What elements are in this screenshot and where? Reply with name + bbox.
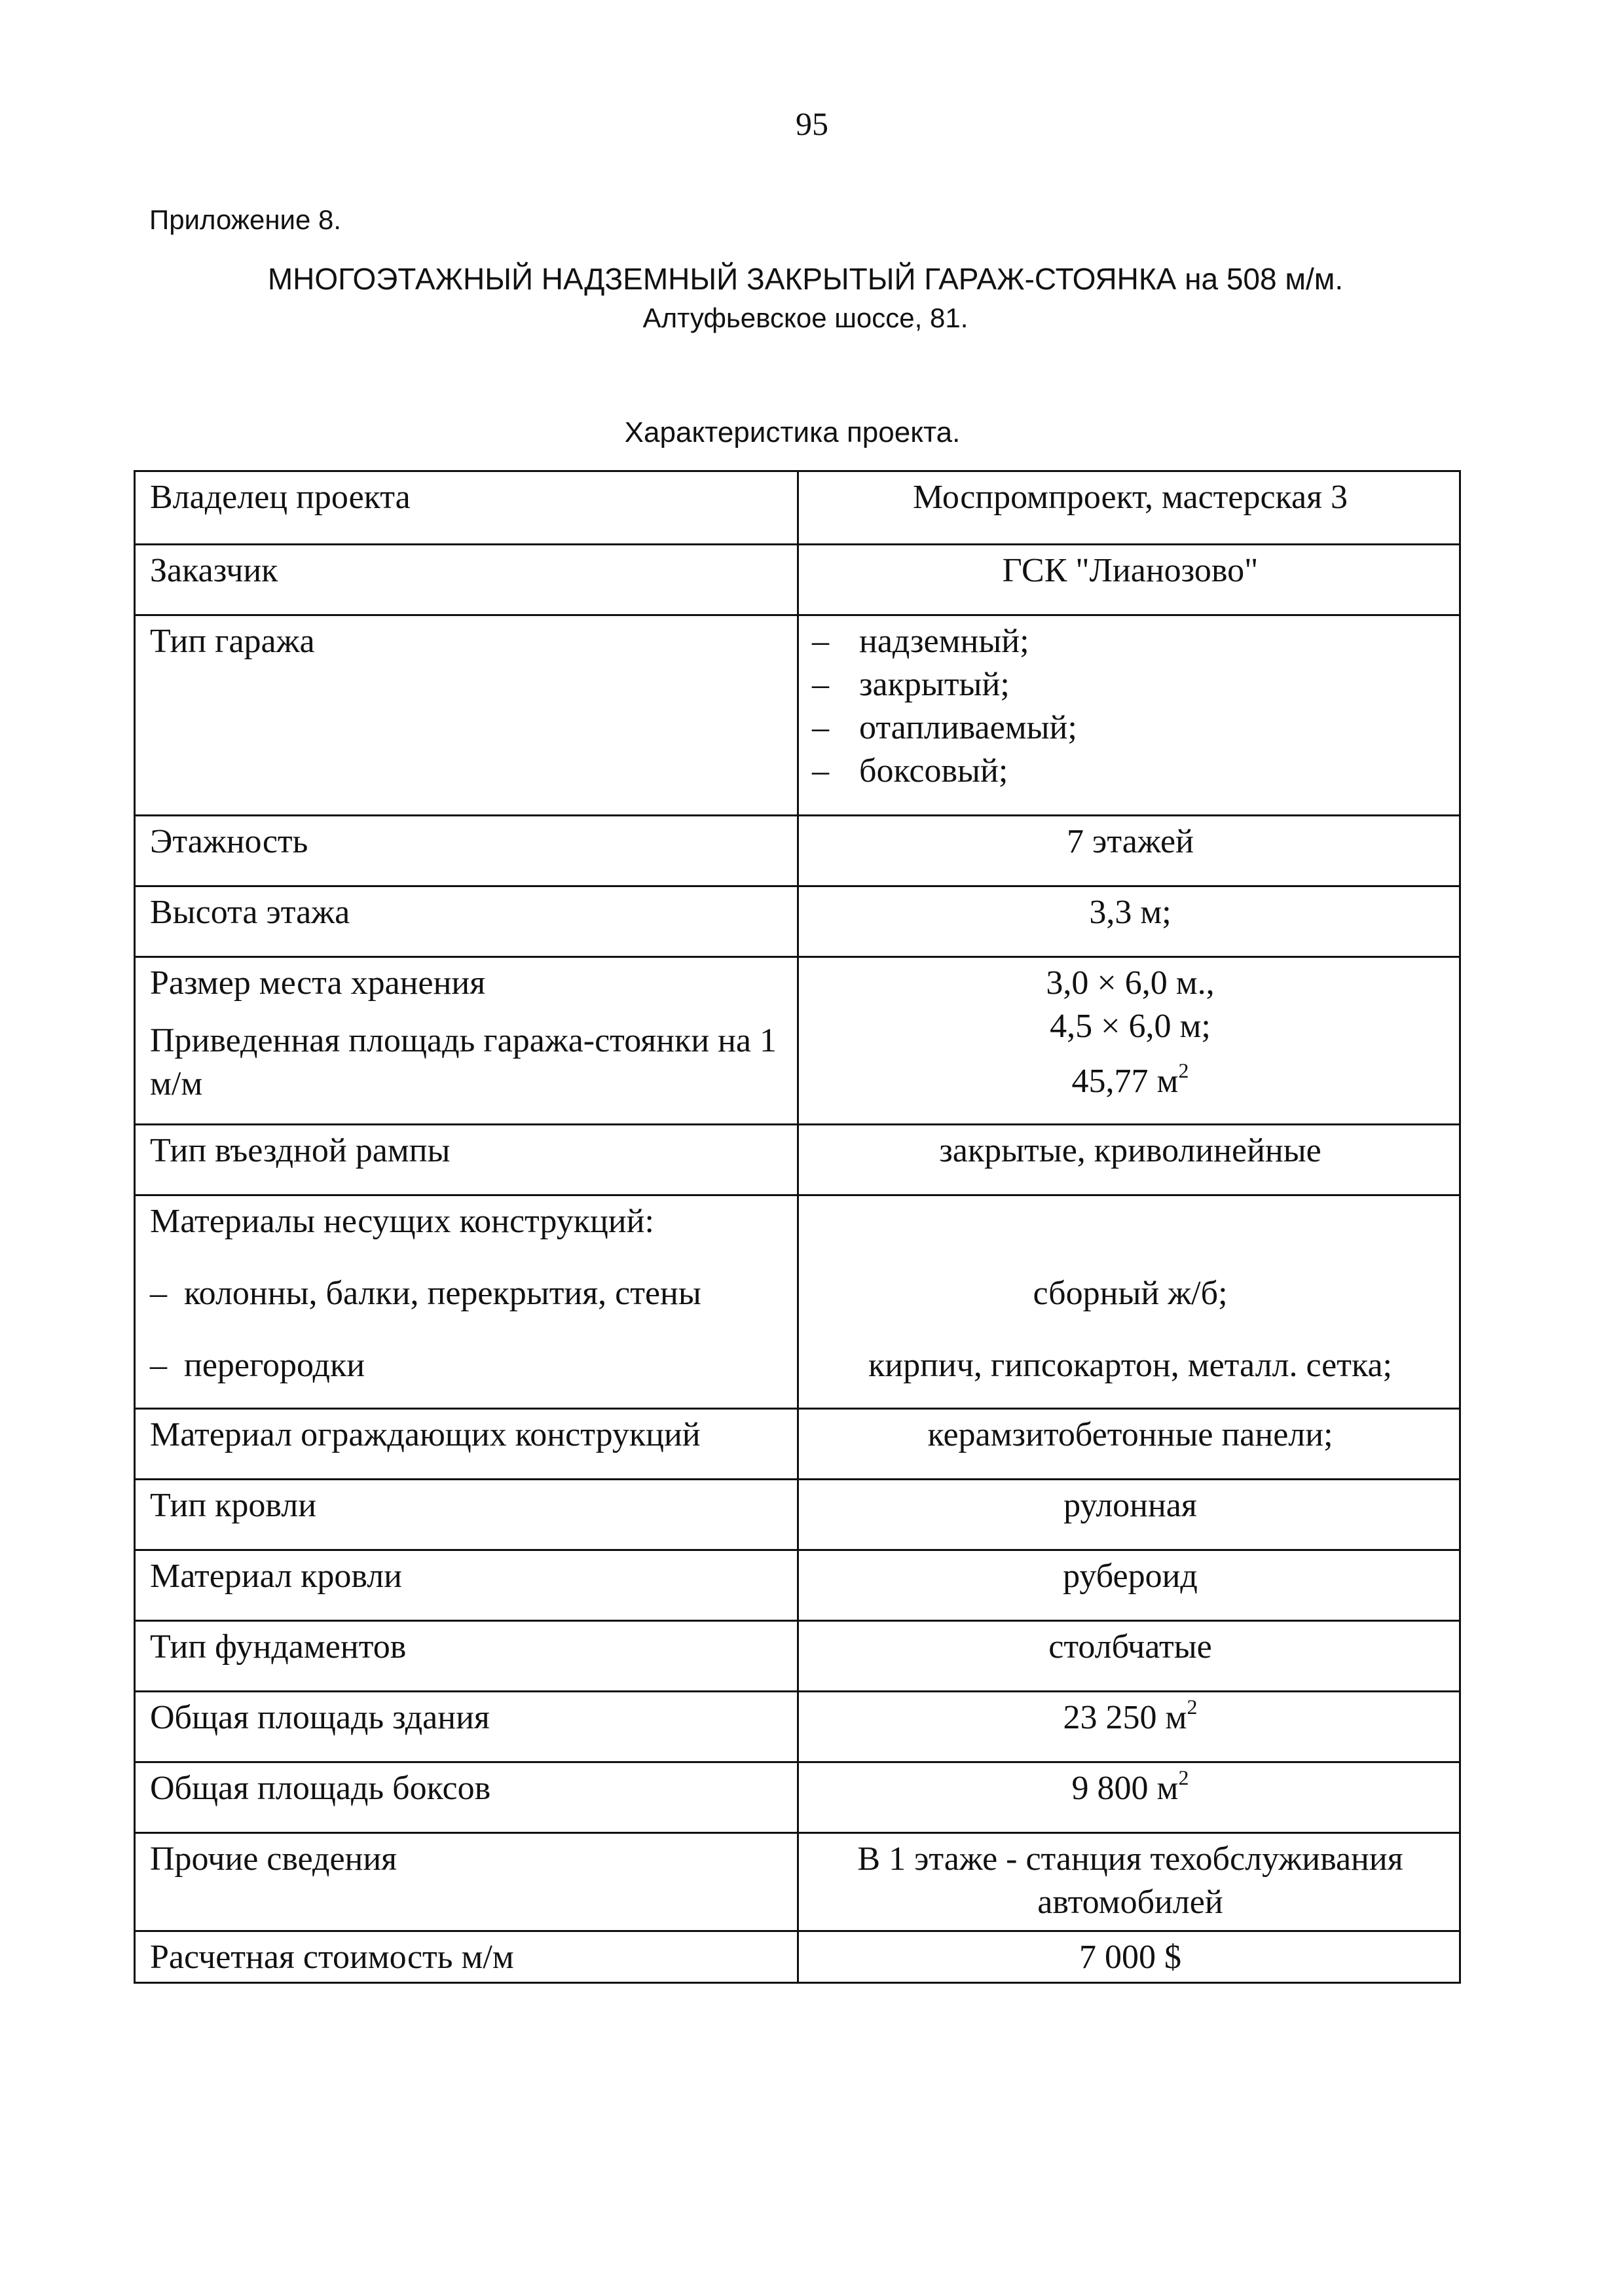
table-row [135, 1480, 1460, 1550]
row-label: Общая площадь боксов [135, 1762, 798, 1833]
table-row [135, 886, 1460, 957]
list-item: – боксовый; [812, 752, 1008, 790]
garage-type-list [798, 615, 1460, 816]
row-label: Тип фундаментов [135, 1621, 798, 1692]
row-label: Расчетная стоимость м/м [135, 1931, 798, 1983]
appendix-label: Приложение 8. [149, 204, 342, 235]
table-row [135, 1762, 1460, 1833]
table-row [135, 545, 1460, 615]
table-row [135, 471, 1460, 545]
storage-size-value-2: 4,5 × 6,0 м; [1050, 1008, 1211, 1045]
row-label: Материал кровли [135, 1550, 798, 1621]
row-value: 23 250 $м^2$ [798, 1692, 1460, 1762]
table-row [135, 1692, 1460, 1762]
table-row [135, 1125, 1460, 1195]
materials-partitions-label: – перегородки [150, 1347, 365, 1384]
document-title [131, 259, 1480, 338]
page-number: 95 [796, 105, 828, 142]
row-value: керамзитобетонные панели; [798, 1409, 1460, 1480]
project-characteristics-table [134, 470, 1461, 1984]
table-row [135, 1550, 1460, 1621]
title-line-1: МНОГОЭТАЖНЫЙ НАДЗЕМНЫЙ ЗАКРЫТЫЙ ГАРАЖ-СТОЯНКА на 508 м/м. [267, 262, 1344, 296]
row-value: ГСК "Лианозово" [798, 545, 1460, 615]
table-row [135, 1931, 1460, 1983]
list-item: – закрытый; [812, 666, 1010, 703]
table-row [135, 1409, 1460, 1480]
row-value: 7 000 $ [798, 1931, 1460, 1983]
list-item: – отапливаемый; [812, 709, 1077, 746]
row-label: Общая площадь здания [135, 1692, 798, 1762]
row-value: Моспромпроект, мастерская 3 [798, 471, 1460, 545]
row-value: закрытые, криволинейные [798, 1125, 1460, 1195]
row-label: Владелец проекта [135, 471, 798, 545]
row-value: 7 этажей [798, 816, 1460, 886]
row-label: Тип кровли [135, 1480, 798, 1550]
list-item: – надземный; [812, 623, 1029, 660]
reduced-area-label: Приведенная площадь гаража-стоянки на 1 м/м [150, 1022, 777, 1102]
row-label: Тип въездной рампы [135, 1125, 798, 1195]
table-row [135, 615, 1460, 816]
row-label: Тип гаража [135, 615, 798, 816]
table-row [135, 957, 1460, 1125]
table-caption: Характеристика проекта. [624, 416, 961, 448]
row-label: Материал ограждающих конструкций [135, 1409, 798, 1480]
row-value: 9 800 $м^2$ [798, 1762, 1460, 1833]
reduced-area-value: 45,77 $м^2$ [1071, 1059, 1189, 1100]
materials-label: Материалы несущих конструкций: [150, 1203, 654, 1240]
materials-columns-value: сборный ж/б; [1033, 1275, 1228, 1312]
row-value: В 1 этаже - станция техобслуживания автомобилей [798, 1833, 1460, 1931]
row-label [135, 957, 798, 1125]
row-value [798, 1195, 1460, 1409]
title-line-2: Алтуфьевское шоссе, 81. [642, 302, 969, 333]
table-row [135, 1621, 1460, 1692]
row-value: 3,3 м; [798, 886, 1460, 957]
row-label: Прочие сведения [135, 1833, 798, 1931]
row-value [798, 957, 1460, 1125]
materials-columns-label: – колонны, балки, перекрытия, стены [150, 1275, 701, 1312]
materials-partitions-value: кирпич, гипсокартон, металл. сетка; [868, 1347, 1392, 1384]
row-label: Этажность [135, 816, 798, 886]
table-row [135, 1833, 1460, 1931]
storage-size-label: Размер места хранения [150, 964, 486, 1002]
storage-size-value-1: 3,0 × 6,0 м., [1046, 964, 1215, 1002]
row-value: столбчатые [798, 1621, 1460, 1692]
row-value: рулонная [798, 1480, 1460, 1550]
row-value: рубероид [798, 1550, 1460, 1621]
row-label [135, 1195, 798, 1409]
row-label: Заказчик [135, 545, 798, 615]
table-row [135, 1195, 1460, 1409]
row-label: Высота этажа [135, 886, 798, 957]
table-row [135, 816, 1460, 886]
